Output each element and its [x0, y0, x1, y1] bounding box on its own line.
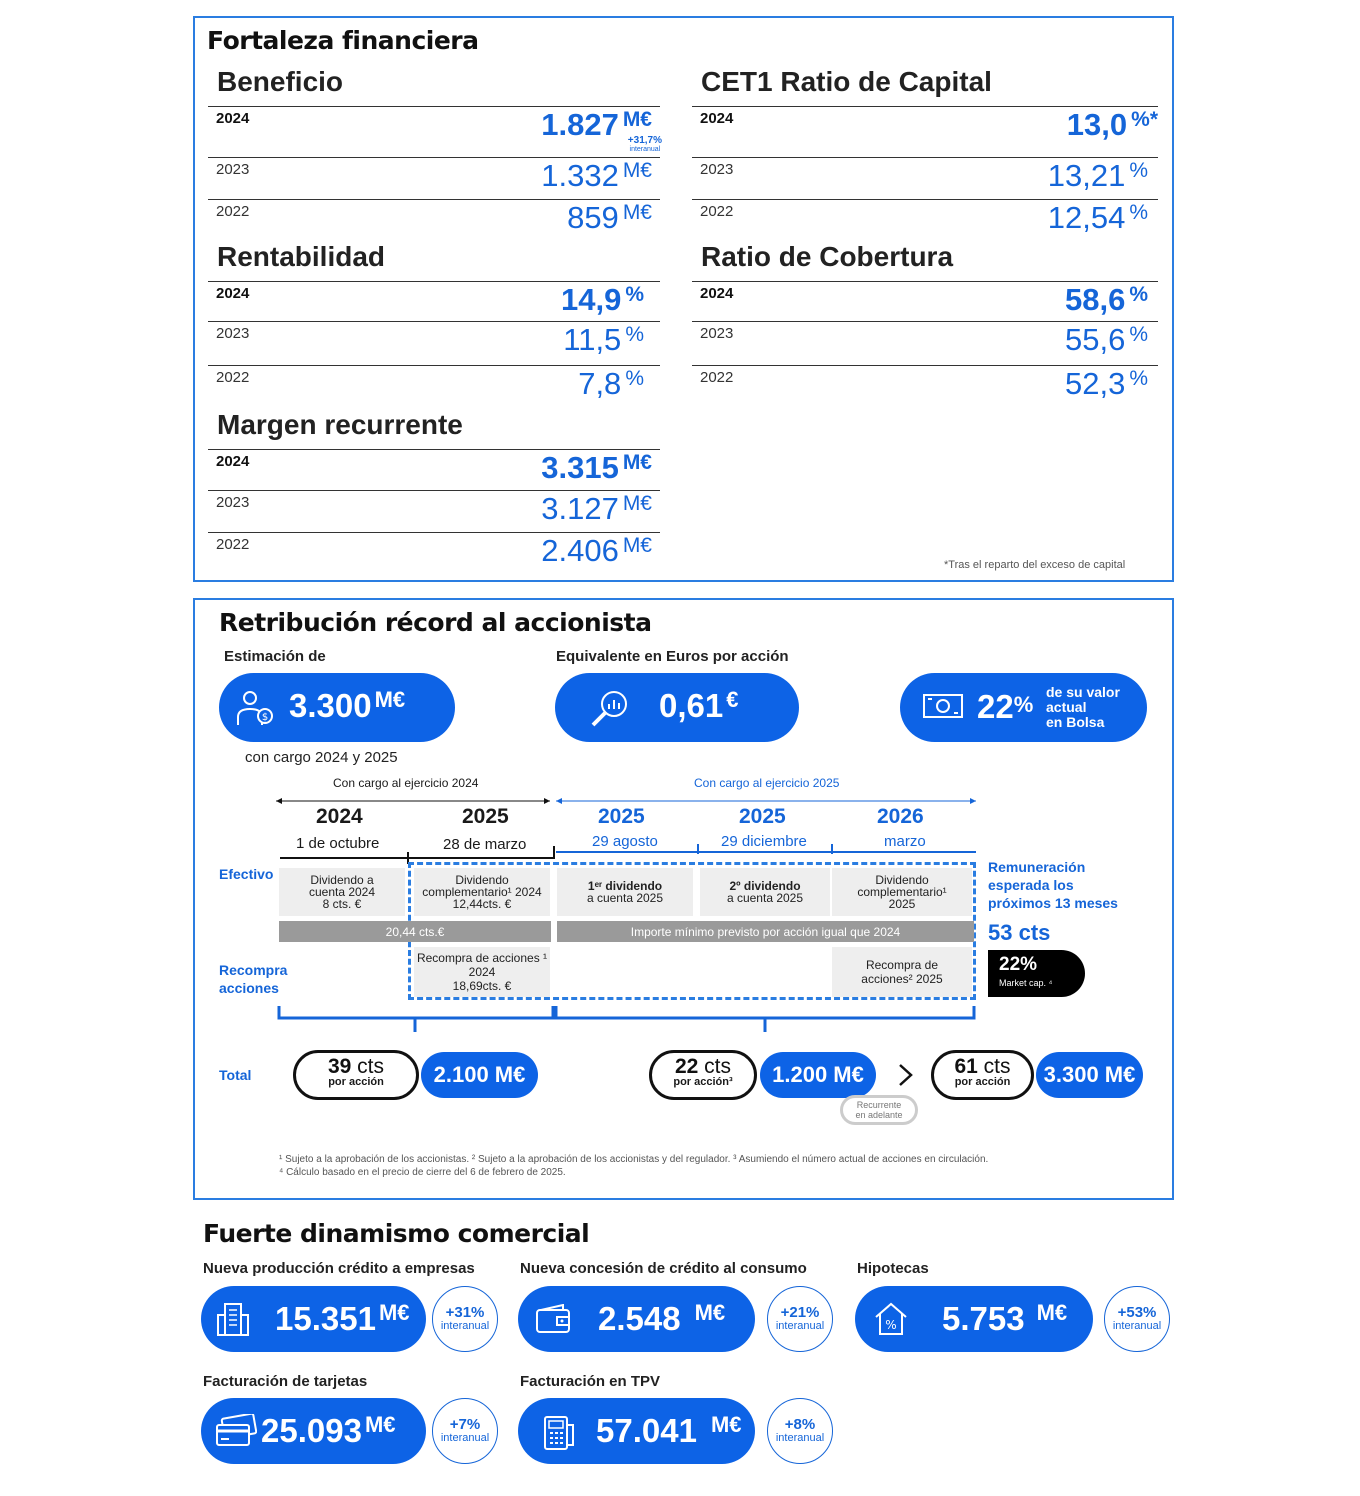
investor-icon	[235, 689, 275, 727]
cet1-row	[692, 199, 1158, 241]
year: 2024	[700, 285, 734, 302]
estimation-label: Estimación de	[224, 648, 326, 665]
capital-footnote: *Tras el reparto del exceso de capital	[944, 559, 1126, 571]
chevron-right-icon	[896, 1062, 916, 1088]
rentabilidad-title: Rentabilidad	[217, 241, 386, 272]
metric-value: 57.041 $^{M€}$	[596, 1412, 742, 1449]
growth-badge: +53% interanual	[1104, 1286, 1170, 1352]
timeline-date: 29 diciembre	[721, 833, 807, 850]
remuneration-value: 53 cts	[988, 920, 1051, 945]
dividend-cell: Dividendo complementario¹ 2024 12,44cts. €	[414, 868, 550, 916]
year: 2024	[216, 453, 250, 470]
svg-text:$: $	[261, 712, 269, 723]
equivalent-value: 0,61 €	[659, 687, 739, 724]
market-value-pill	[900, 673, 1147, 742]
svg-text:%: %	[885, 1318, 897, 1332]
value: 3.315 $^{M€}$	[541, 450, 652, 485]
dividend-cell: Dividendo complementario¹ 2025	[832, 868, 972, 916]
timeline-year: 2025	[598, 805, 645, 828]
cet1-title: CET1 Ratio de Capital	[701, 66, 992, 97]
value: 2.406 $^{M€}$	[541, 533, 652, 568]
dividend-cell: Dividendo a cuenta 2024 8 cts. €	[279, 868, 405, 916]
efectivo-label: Efectivo	[219, 866, 274, 882]
margen-title: Margen recurrente	[217, 409, 463, 440]
total-meur-pill: 1.200 M€	[760, 1052, 876, 1098]
total-cts-oval: 22 cts por acción³	[649, 1050, 757, 1100]
card-icon	[215, 1414, 257, 1448]
growth-badge: +31% interanual	[432, 1286, 498, 1352]
year: 2022	[216, 536, 250, 553]
cobertura-row	[692, 281, 1158, 321]
total-2024-bar: 20,44 cts.€	[279, 921, 551, 942]
timeline-date: 29 agosto	[592, 833, 658, 850]
margen-row	[208, 490, 660, 532]
growth-note: +31,7% interanual	[627, 135, 662, 153]
metric-value: 5.753 $^{M€}$	[942, 1300, 1068, 1337]
rentabilidad-row	[208, 365, 660, 407]
ejercicio-2024-label: Con cargo al ejercicio 2024	[333, 776, 479, 790]
timeline-year: 2024	[316, 805, 363, 828]
cet1-row	[692, 157, 1158, 199]
timeline-year: 2025	[462, 805, 509, 828]
metric-label: Nueva producción crédito a empresas	[203, 1260, 475, 1277]
estimation-value: 3.300 $^{M€}$	[289, 687, 406, 724]
wallet-icon	[535, 1304, 573, 1334]
metric-label: Nueva concesión de crédito al consumo	[520, 1260, 807, 1277]
year: 2022	[700, 203, 734, 220]
total-brackets	[270, 1004, 990, 1034]
timeline-date: 1 de octubre	[296, 835, 380, 852]
metric-pill	[201, 1286, 426, 1352]
commercial-title: Fuerte dinamismo comercial	[203, 1219, 590, 1248]
rentabilidad-row	[208, 281, 660, 321]
banknotes-icon	[922, 691, 964, 723]
cobertura-row	[692, 321, 1158, 365]
metric-pill	[855, 1286, 1093, 1352]
market-value-text: de su valor actual en Bolsa	[1046, 684, 1120, 730]
value: 12,54 %	[1047, 200, 1148, 235]
recurrent-badge: Recurrente en adelante	[840, 1095, 918, 1125]
beneficio-row	[208, 157, 660, 199]
buyback-cell: Recompra de acciones ¹ 2024 18,69cts. €	[414, 947, 550, 997]
value: 55,6 %	[1064, 322, 1148, 357]
minimum-amount-bar: Importe mínimo previsto por acción igual que 2024	[557, 921, 974, 942]
ejercicio-2025-label: Con cargo al ejercicio 2025	[694, 776, 840, 790]
beneficio-title: Beneficio	[217, 66, 344, 97]
beneficio-row	[208, 199, 660, 241]
metric-value: 15.351 $^{M€}$	[275, 1300, 410, 1337]
year: 2023	[216, 494, 250, 511]
year: 2022	[700, 369, 734, 386]
estimation-sub: con cargo 2024 y 2025	[245, 749, 398, 766]
year: 2024	[216, 285, 250, 302]
estimation-pill	[219, 673, 455, 742]
metric-pill	[201, 1398, 426, 1464]
metric-pill	[518, 1398, 755, 1464]
metric-label: Facturación de tarjetas	[203, 1373, 368, 1390]
metric-value: 2.548 $^{M€}$	[598, 1300, 726, 1337]
year: 2023	[700, 161, 734, 178]
total-cts-oval: 61 cts por acción	[931, 1050, 1034, 1100]
rentabilidad-row	[208, 321, 660, 365]
buyback-cell: Recompra de acciones² 2025	[832, 947, 972, 997]
market-cap-value: 22%	[999, 954, 1038, 975]
building-icon	[216, 1301, 250, 1337]
value: 1.332 $^{M€}$	[541, 158, 652, 193]
market-cap-badge	[988, 950, 1085, 997]
total-meur-pill: 2.100 M€	[421, 1052, 538, 1098]
year: 2022	[216, 369, 250, 386]
recompra-label: Recompra acciones	[219, 962, 288, 996]
timeline-year: 2025	[739, 805, 786, 828]
market-value-pct: 22%	[977, 688, 1034, 725]
year: 2023	[216, 161, 250, 178]
pos-terminal-icon	[542, 1411, 576, 1451]
total-cts-oval: 39 cts por acción	[293, 1050, 419, 1100]
cobertura-row	[692, 365, 1158, 407]
margen-row	[208, 449, 660, 490]
value: 13,0 %*	[1066, 107, 1158, 142]
year: 2023	[700, 325, 734, 342]
value: 13,21 %	[1047, 158, 1148, 193]
house-icon	[873, 1300, 909, 1338]
beneficio-row	[208, 106, 660, 157]
timeline-date: marzo	[884, 833, 926, 850]
dividend-cell: 2º dividendo a cuenta 2025	[700, 868, 830, 916]
margen-row	[208, 532, 660, 574]
value: 52,3 %	[1064, 366, 1148, 401]
metric-value: 25.093 $^{M€}$	[261, 1412, 396, 1449]
metric-label: Facturación en TPV	[520, 1373, 661, 1390]
growth-badge: +21% interanual	[767, 1286, 833, 1352]
market-cap-label: Market cap. ⁴	[999, 978, 1053, 988]
equivalent-label: Equivalente en Euros por acción	[556, 648, 789, 665]
equivalent-pill	[555, 673, 799, 742]
cobertura-title: Ratio de Cobertura	[701, 241, 954, 272]
year: 2024	[700, 110, 734, 127]
value: 3.127 $^{M€}$	[541, 491, 652, 526]
retribution-footnote: ¹ Sujeto a la aprobación de los accionistas. ² Sujeto a la aprobación de los accionistas y del regulador. ³ Asumiendo el número actual de acciones en circulación. ⁴ Cálculo basado en el precio de cierre del 6 de febrero de 2025.	[279, 1154, 989, 1178]
timeline-date: 28 de marzo	[443, 836, 527, 853]
value: 58,6 %	[1064, 282, 1148, 317]
value: 1.827 $^{M€}$	[541, 107, 652, 142]
magnifier-chart-icon	[589, 687, 631, 729]
dividend-cell: 1ᵉʳ dividendo a cuenta 2025	[557, 868, 693, 916]
growth-badge: +8% interanual	[767, 1398, 833, 1464]
value: 11,5 %	[563, 322, 644, 357]
metric-label: Hipotecas	[857, 1260, 929, 1277]
year: 2024	[216, 110, 250, 127]
cet1-row	[692, 106, 1158, 157]
year: 2022	[216, 203, 250, 220]
financial-strength-title: Fortaleza financiera	[207, 26, 479, 55]
retribution-title: Retribución récord al accionista	[219, 608, 652, 637]
timeline-year: 2026	[877, 805, 924, 828]
metric-pill	[518, 1286, 755, 1352]
value: 7,8 %	[578, 366, 644, 401]
remuneration-label: Remuneración esperada los próximos 13 meses	[988, 859, 1118, 911]
year: 2023	[216, 325, 250, 342]
value: 859 $^{M€}$	[567, 200, 652, 235]
growth-badge: +7% interanual	[432, 1398, 498, 1464]
value: 14,9 %	[560, 282, 644, 317]
total-label: Total	[219, 1067, 252, 1083]
total-meur-pill: 3.300 M€	[1036, 1052, 1143, 1098]
